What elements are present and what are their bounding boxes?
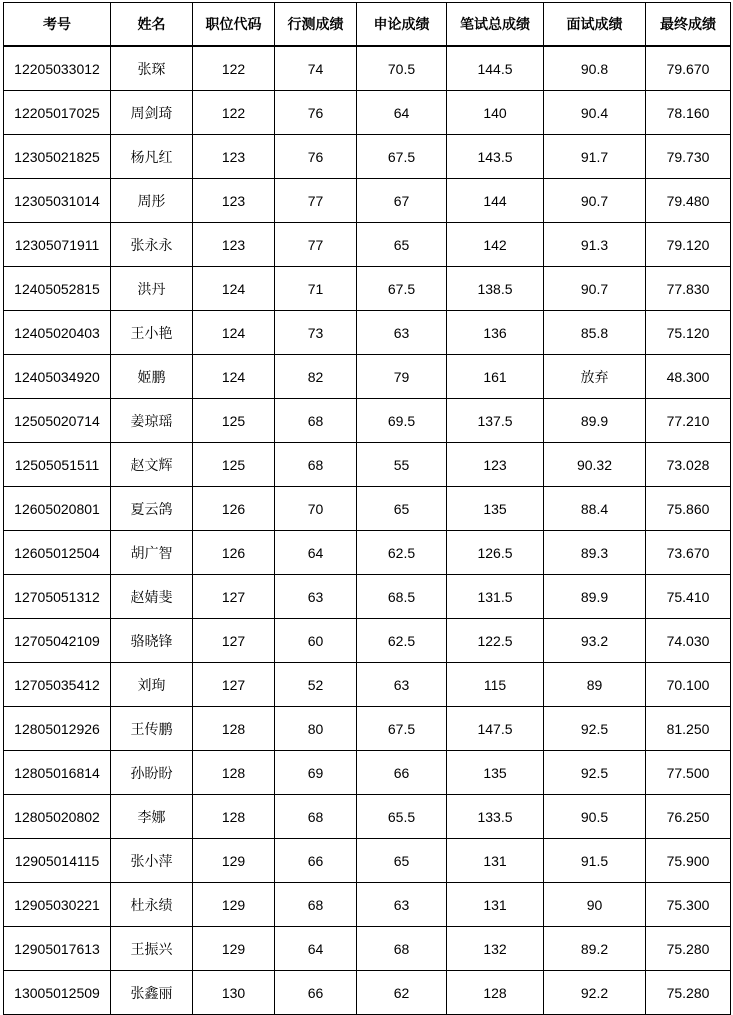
interview-score-cell: 89.2 <box>544 927 646 971</box>
position-code-cell: 127 <box>193 663 275 707</box>
table-row <box>4 355 731 399</box>
name-cell: 洪丹 <box>111 267 193 311</box>
aptitude-score-cell: 66 <box>275 839 357 883</box>
exam-id-cell: 12305071911 <box>4 223 111 267</box>
essay-score-cell: 66 <box>357 751 447 795</box>
written-total-cell: 115 <box>447 663 544 707</box>
position-code-cell: 122 <box>193 46 275 91</box>
final-score-cell: 79.480 <box>646 179 731 223</box>
interview-score-cell: 91.3 <box>544 223 646 267</box>
header-essay-score: 申论成绩 <box>357 3 447 47</box>
name-cell: 张鑫丽 <box>111 971 193 1015</box>
name-cell: 杨凡红 <box>111 135 193 179</box>
written-total-cell: 144.5 <box>447 46 544 91</box>
aptitude-score-cell: 74 <box>275 46 357 91</box>
final-score-cell: 74.030 <box>646 619 731 663</box>
position-code-cell: 124 <box>193 311 275 355</box>
exam-id-cell: 12705035412 <box>4 663 111 707</box>
name-cell: 骆晓锋 <box>111 619 193 663</box>
header-interview-score: 面试成绩 <box>544 3 646 47</box>
final-score-cell: 79.670 <box>646 46 731 91</box>
final-score-cell: 78.160 <box>646 91 731 135</box>
position-code-cell: 128 <box>193 751 275 795</box>
table-row <box>4 707 731 751</box>
written-total-cell: 143.5 <box>447 135 544 179</box>
table-row <box>4 663 731 707</box>
final-score-cell: 73.028 <box>646 443 731 487</box>
written-total-cell: 138.5 <box>447 267 544 311</box>
position-code-cell: 125 <box>193 443 275 487</box>
final-score-cell: 77.500 <box>646 751 731 795</box>
table-row <box>4 619 731 663</box>
position-code-cell: 128 <box>193 795 275 839</box>
table-row <box>4 751 731 795</box>
final-score-cell: 48.300 <box>646 355 731 399</box>
interview-score-cell: 92.5 <box>544 707 646 751</box>
exam-id-cell: 12205017025 <box>4 91 111 135</box>
table-row <box>4 971 731 1015</box>
table-row <box>4 443 731 487</box>
written-total-cell: 132 <box>447 927 544 971</box>
final-score-cell: 75.120 <box>646 311 731 355</box>
exam-id-cell: 12405052815 <box>4 267 111 311</box>
aptitude-score-cell: 60 <box>275 619 357 663</box>
written-total-cell: 122.5 <box>447 619 544 663</box>
position-code-cell: 130 <box>193 971 275 1015</box>
header-aptitude-score: 行测成绩 <box>275 3 357 47</box>
exam-id-cell: 13005012509 <box>4 971 111 1015</box>
exam-id-cell: 12905030221 <box>4 883 111 927</box>
interview-score-cell: 91.7 <box>544 135 646 179</box>
table-row <box>4 179 731 223</box>
name-cell: 周彤 <box>111 179 193 223</box>
interview-score-cell: 91.5 <box>544 839 646 883</box>
written-total-cell: 142 <box>447 223 544 267</box>
interview-score-cell: 85.8 <box>544 311 646 355</box>
name-cell: 王传鹏 <box>111 707 193 751</box>
exam-id-cell: 12305031014 <box>4 179 111 223</box>
essay-score-cell: 67.5 <box>357 707 447 751</box>
aptitude-score-cell: 77 <box>275 179 357 223</box>
table-row <box>4 91 731 135</box>
interview-score-cell: 90.8 <box>544 46 646 91</box>
table-row <box>4 311 731 355</box>
interview-score-cell: 89.9 <box>544 575 646 619</box>
written-total-cell: 131.5 <box>447 575 544 619</box>
final-score-cell: 75.860 <box>646 487 731 531</box>
essay-score-cell: 65 <box>357 487 447 531</box>
exam-id-cell: 12305021825 <box>4 135 111 179</box>
name-cell: 姬鹏 <box>111 355 193 399</box>
aptitude-score-cell: 70 <box>275 487 357 531</box>
exam-id-cell: 12805020802 <box>4 795 111 839</box>
aptitude-score-cell: 64 <box>275 531 357 575</box>
aptitude-score-cell: 82 <box>275 355 357 399</box>
essay-score-cell: 62.5 <box>357 531 447 575</box>
aptitude-score-cell: 66 <box>275 971 357 1015</box>
position-code-cell: 129 <box>193 839 275 883</box>
final-score-cell: 81.250 <box>646 707 731 751</box>
name-cell: 刘珣 <box>111 663 193 707</box>
table-row <box>4 883 731 927</box>
interview-score-cell: 93.2 <box>544 619 646 663</box>
interview-score-cell: 92.2 <box>544 971 646 1015</box>
essay-score-cell: 62.5 <box>357 619 447 663</box>
table-row <box>4 46 731 91</box>
written-total-cell: 131 <box>447 883 544 927</box>
final-score-cell: 79.730 <box>646 135 731 179</box>
header-written-total: 笔试总成绩 <box>447 3 544 47</box>
essay-score-cell: 67 <box>357 179 447 223</box>
interview-score-cell: 90.7 <box>544 179 646 223</box>
written-total-cell: 131 <box>447 839 544 883</box>
name-cell: 周剑琦 <box>111 91 193 135</box>
essay-score-cell: 67.5 <box>357 267 447 311</box>
essay-score-cell: 70.5 <box>357 46 447 91</box>
aptitude-score-cell: 76 <box>275 91 357 135</box>
interview-score-cell: 89.3 <box>544 531 646 575</box>
position-code-cell: 129 <box>193 883 275 927</box>
aptitude-score-cell: 73 <box>275 311 357 355</box>
written-total-cell: 135 <box>447 487 544 531</box>
final-score-cell: 70.100 <box>646 663 731 707</box>
header-row <box>4 3 731 47</box>
position-code-cell: 124 <box>193 355 275 399</box>
written-total-cell: 123 <box>447 443 544 487</box>
position-code-cell: 128 <box>193 707 275 751</box>
name-cell: 王小艳 <box>111 311 193 355</box>
interview-score-cell: 90.7 <box>544 267 646 311</box>
essay-score-cell: 55 <box>357 443 447 487</box>
essay-score-cell: 65 <box>357 223 447 267</box>
interview-score-cell: 89.9 <box>544 399 646 443</box>
name-cell: 赵文辉 <box>111 443 193 487</box>
written-total-cell: 136 <box>447 311 544 355</box>
name-cell: 张琛 <box>111 46 193 91</box>
written-total-cell: 126.5 <box>447 531 544 575</box>
interview-score-cell: 90.32 <box>544 443 646 487</box>
table-row <box>4 399 731 443</box>
position-code-cell: 129 <box>193 927 275 971</box>
exam-id-cell: 12605020801 <box>4 487 111 531</box>
final-score-cell: 79.120 <box>646 223 731 267</box>
aptitude-score-cell: 76 <box>275 135 357 179</box>
table-row <box>4 927 731 971</box>
table-row <box>4 575 731 619</box>
essay-score-cell: 68.5 <box>357 575 447 619</box>
position-code-cell: 126 <box>193 531 275 575</box>
name-cell: 张永永 <box>111 223 193 267</box>
aptitude-score-cell: 68 <box>275 443 357 487</box>
position-code-cell: 122 <box>193 91 275 135</box>
exam-id-cell: 12205033012 <box>4 46 111 91</box>
header-final-score: 最终成绩 <box>646 3 731 47</box>
name-cell: 杜永绩 <box>111 883 193 927</box>
exam-id-cell: 12505020714 <box>4 399 111 443</box>
aptitude-score-cell: 68 <box>275 795 357 839</box>
table-row <box>4 795 731 839</box>
essay-score-cell: 69.5 <box>357 399 447 443</box>
exam-id-cell: 12805016814 <box>4 751 111 795</box>
exam-id-cell: 12505051511 <box>4 443 111 487</box>
name-cell: 张小萍 <box>111 839 193 883</box>
table-row <box>4 531 731 575</box>
interview-score-cell: 89 <box>544 663 646 707</box>
name-cell: 李娜 <box>111 795 193 839</box>
interview-score-cell: 90 <box>544 883 646 927</box>
essay-score-cell: 63 <box>357 311 447 355</box>
essay-score-cell: 65.5 <box>357 795 447 839</box>
essay-score-cell: 63 <box>357 883 447 927</box>
name-cell: 姜琼瑶 <box>111 399 193 443</box>
exam-id-cell: 12705042109 <box>4 619 111 663</box>
position-code-cell: 124 <box>193 267 275 311</box>
final-score-cell: 77.830 <box>646 267 731 311</box>
essay-score-cell: 62 <box>357 971 447 1015</box>
exam-id-cell: 12605012504 <box>4 531 111 575</box>
written-total-cell: 147.5 <box>447 707 544 751</box>
name-cell: 夏云鸽 <box>111 487 193 531</box>
exam-id-cell: 12905017613 <box>4 927 111 971</box>
aptitude-score-cell: 68 <box>275 883 357 927</box>
essay-score-cell: 63 <box>357 663 447 707</box>
exam-id-cell: 12405034920 <box>4 355 111 399</box>
exam-id-cell: 12905014115 <box>4 839 111 883</box>
aptitude-score-cell: 52 <box>275 663 357 707</box>
aptitude-score-cell: 68 <box>275 399 357 443</box>
aptitude-score-cell: 69 <box>275 751 357 795</box>
written-total-cell: 133.5 <box>447 795 544 839</box>
interview-score-cell: 88.4 <box>544 487 646 531</box>
table-row <box>4 487 731 531</box>
written-total-cell: 137.5 <box>447 399 544 443</box>
table-row <box>4 267 731 311</box>
aptitude-score-cell: 71 <box>275 267 357 311</box>
interview-score-cell: 90.5 <box>544 795 646 839</box>
final-score-cell: 75.280 <box>646 927 731 971</box>
header-name: 姓名 <box>111 3 193 47</box>
exam-id-cell: 12805012926 <box>4 707 111 751</box>
interview-score-cell: 92.5 <box>544 751 646 795</box>
aptitude-score-cell: 80 <box>275 707 357 751</box>
position-code-cell: 125 <box>193 399 275 443</box>
essay-score-cell: 68 <box>357 927 447 971</box>
aptitude-score-cell: 77 <box>275 223 357 267</box>
final-score-cell: 75.280 <box>646 971 731 1015</box>
essay-score-cell: 64 <box>357 91 447 135</box>
header-position-code: 职位代码 <box>193 3 275 47</box>
table-row <box>4 135 731 179</box>
score-table <box>3 2 731 1015</box>
written-total-cell: 144 <box>447 179 544 223</box>
exam-id-cell: 12405020403 <box>4 311 111 355</box>
position-code-cell: 123 <box>193 223 275 267</box>
essay-score-cell: 65 <box>357 839 447 883</box>
final-score-cell: 73.670 <box>646 531 731 575</box>
position-code-cell: 123 <box>193 135 275 179</box>
final-score-cell: 77.210 <box>646 399 731 443</box>
name-cell: 孙盼盼 <box>111 751 193 795</box>
final-score-cell: 75.900 <box>646 839 731 883</box>
position-code-cell: 127 <box>193 619 275 663</box>
aptitude-score-cell: 63 <box>275 575 357 619</box>
interview-score-cell: 放弃 <box>544 355 646 399</box>
table-row <box>4 223 731 267</box>
name-cell: 赵婧斐 <box>111 575 193 619</box>
header-exam-id: 考号 <box>4 3 111 47</box>
final-score-cell: 76.250 <box>646 795 731 839</box>
name-cell: 胡广智 <box>111 531 193 575</box>
exam-id-cell: 12705051312 <box>4 575 111 619</box>
written-total-cell: 140 <box>447 91 544 135</box>
final-score-cell: 75.410 <box>646 575 731 619</box>
written-total-cell: 161 <box>447 355 544 399</box>
position-code-cell: 127 <box>193 575 275 619</box>
aptitude-score-cell: 64 <box>275 927 357 971</box>
essay-score-cell: 67.5 <box>357 135 447 179</box>
written-total-cell: 128 <box>447 971 544 1015</box>
interview-score-cell: 90.4 <box>544 91 646 135</box>
table-row <box>4 839 731 883</box>
name-cell: 王振兴 <box>111 927 193 971</box>
position-code-cell: 123 <box>193 179 275 223</box>
position-code-cell: 126 <box>193 487 275 531</box>
written-total-cell: 135 <box>447 751 544 795</box>
essay-score-cell: 79 <box>357 355 447 399</box>
final-score-cell: 75.300 <box>646 883 731 927</box>
